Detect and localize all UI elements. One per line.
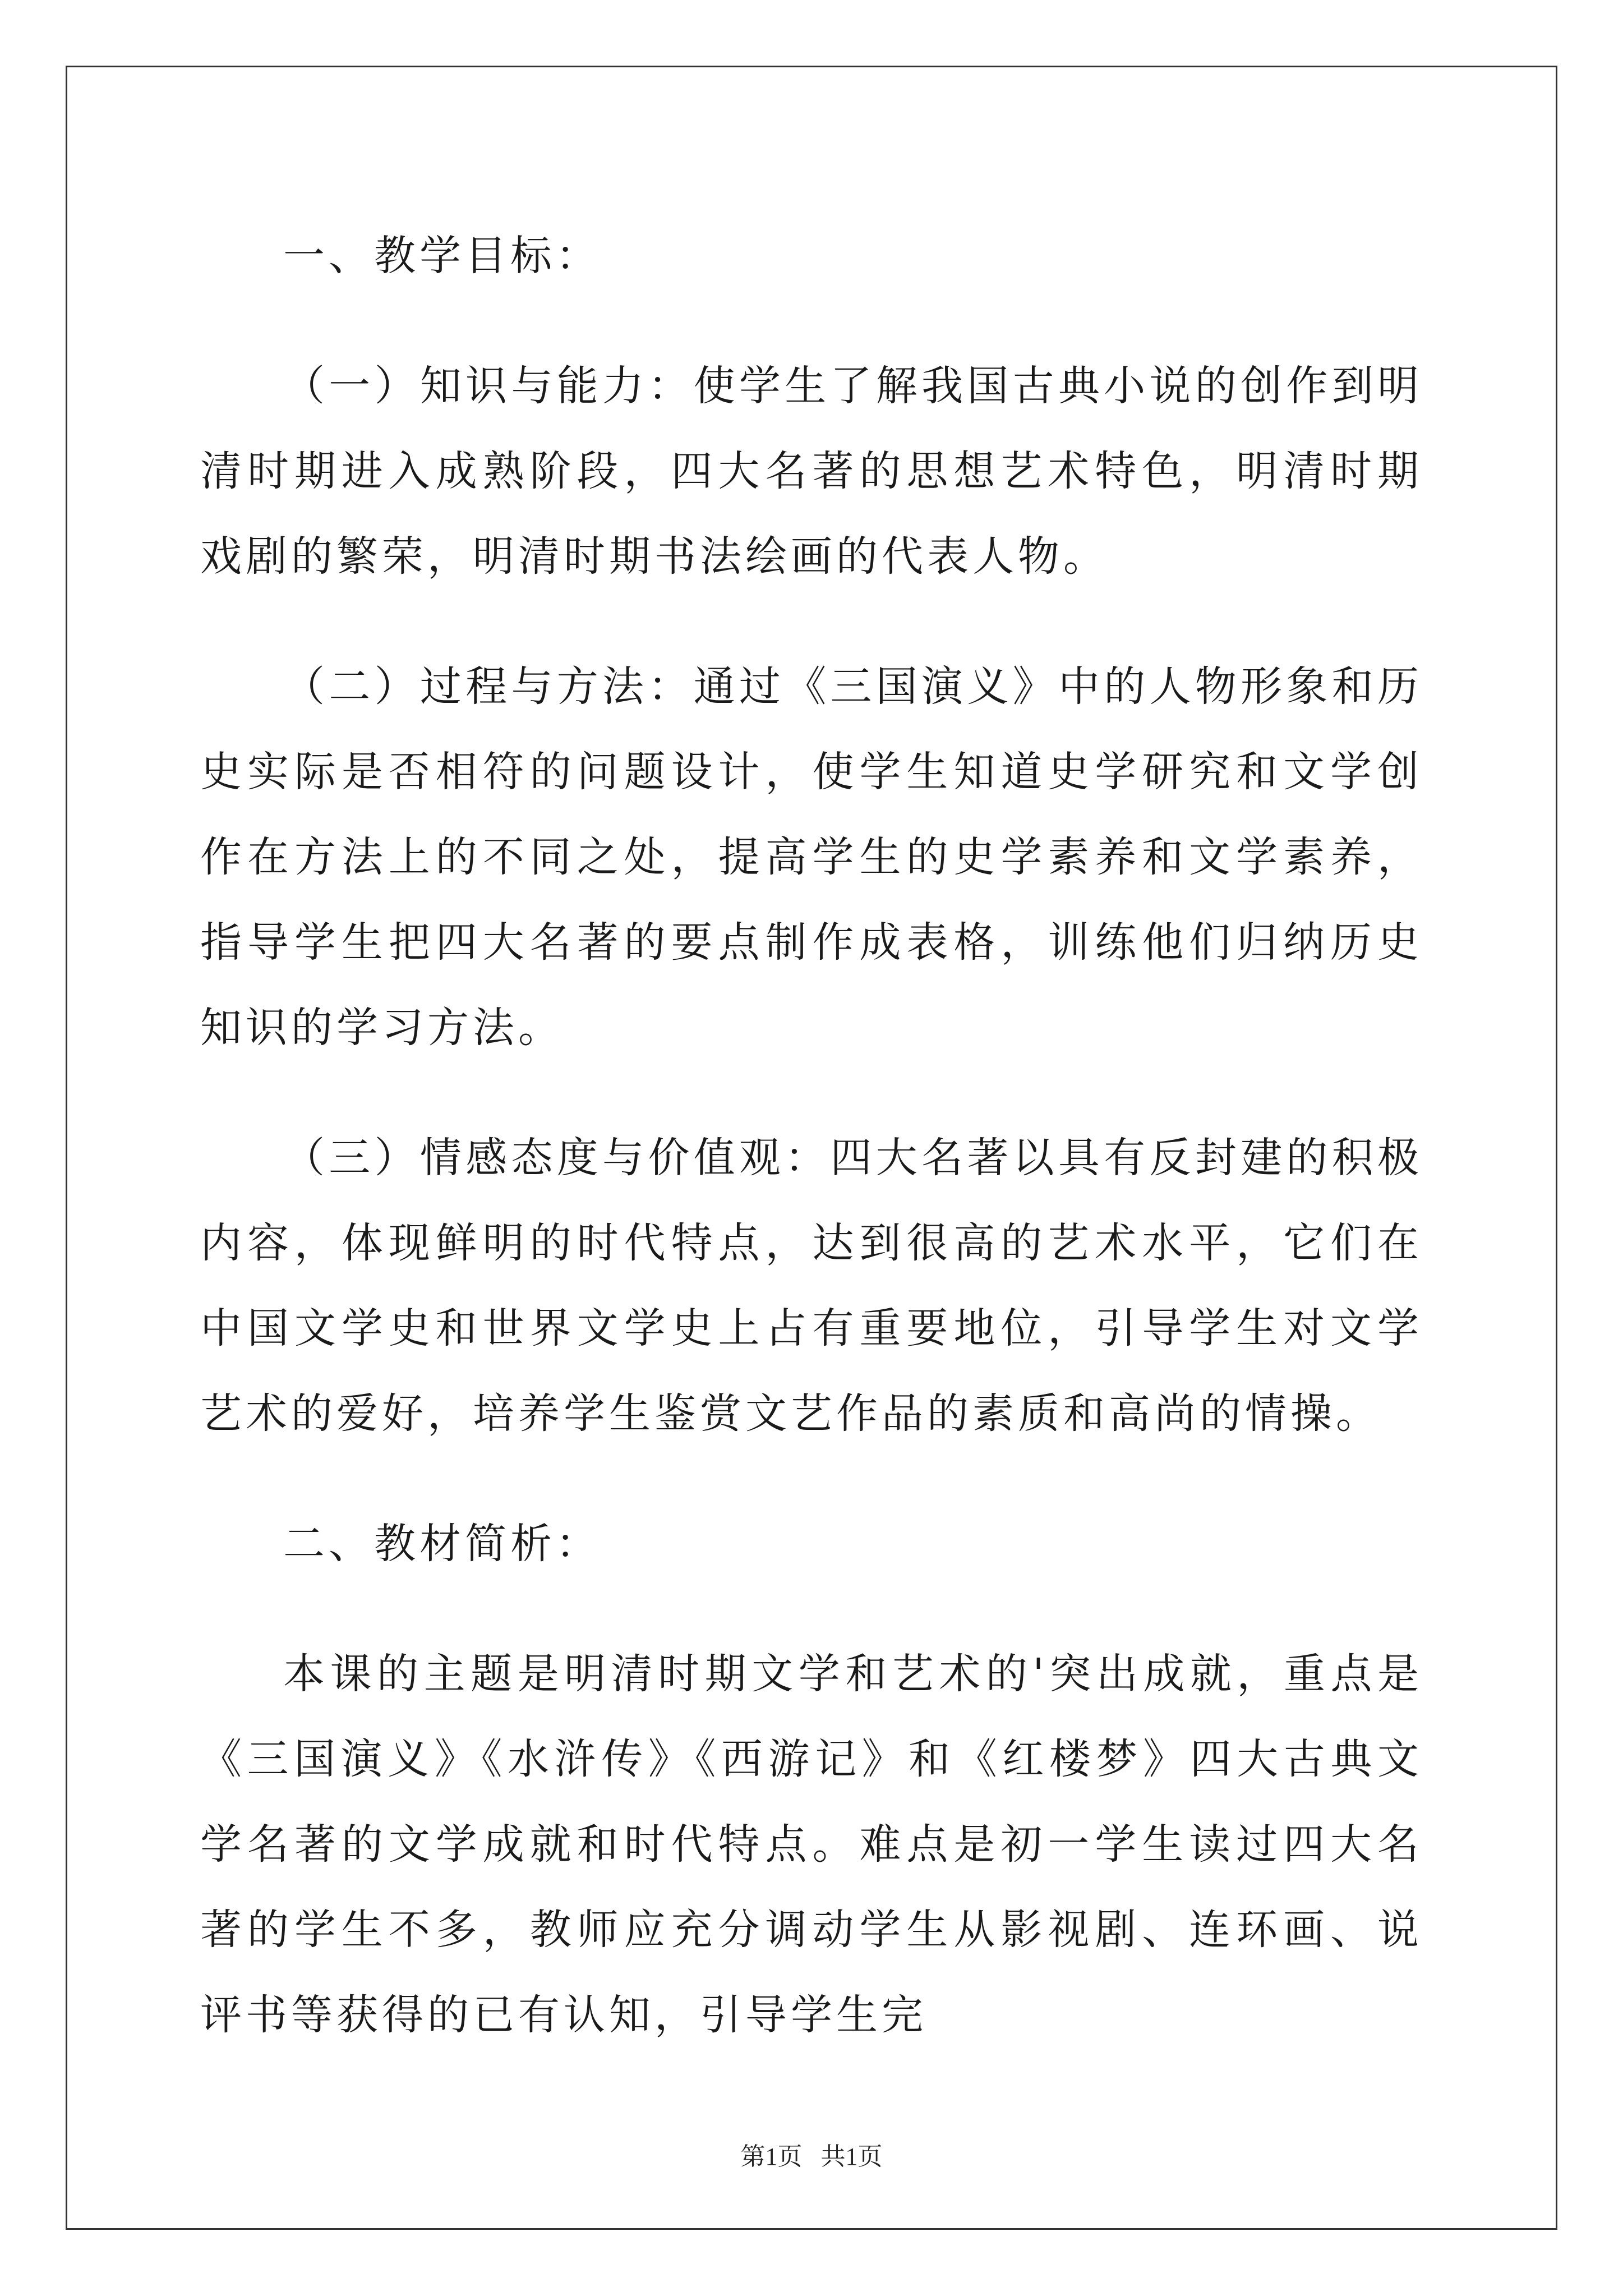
paragraph-knowledge-ability: （一）知识与能力：使学生了解我国古典小说的创作到明清时期进入成熟阶段，四大名著的思想艺术特色，明清时期戏剧的繁荣，明清时期书法绘画的代表人物。 (200, 362, 1423, 581)
section-heading-textbook-analysis: 二、教材简析： (283, 1520, 601, 1568)
document-body (200, 213, 1423, 2102)
section-heading-teaching-goals: 一、教学目标： (283, 232, 601, 280)
page-number-footer: 第1页 共1页 (740, 2143, 883, 2170)
paragraph-emotion-values: （三）情感态度与价值观：四大名著以具有反封建的积极内容，体现鲜明的时代特点，达到很高的艺术水平，它们在中国文学史和世界文学史上占有重要地位，引导学生对文学艺术的爱好，培养学生鉴赏文艺作品的素质和高尚的情操。 (200, 1134, 1423, 1438)
paragraph-lesson-theme: 本课的主题是明清时期文学和艺术的'突出成就，重点是《三国演义》《水浒传》《西游记》和《红楼梦》四大古典文学名著的文学成就和时代特点。难点是初一学生读过四大名著的学生不多，教师应充分调动学生从影视剧、连环画、说评书等获得的已有认知，引导学生完 (200, 1650, 1423, 2039)
paragraph-process-method: （二）过程与方法：通过《三国演义》中的人物形象和历史实际是否相符的问题设计，使学生知道史学研究和文学创作在方法上的不同之处，提高学生的史学素养和文学素养，指导学生把四大名著的要点制作成表格，训练他们归纳历史知识的学习方法。 (200, 662, 1423, 1052)
